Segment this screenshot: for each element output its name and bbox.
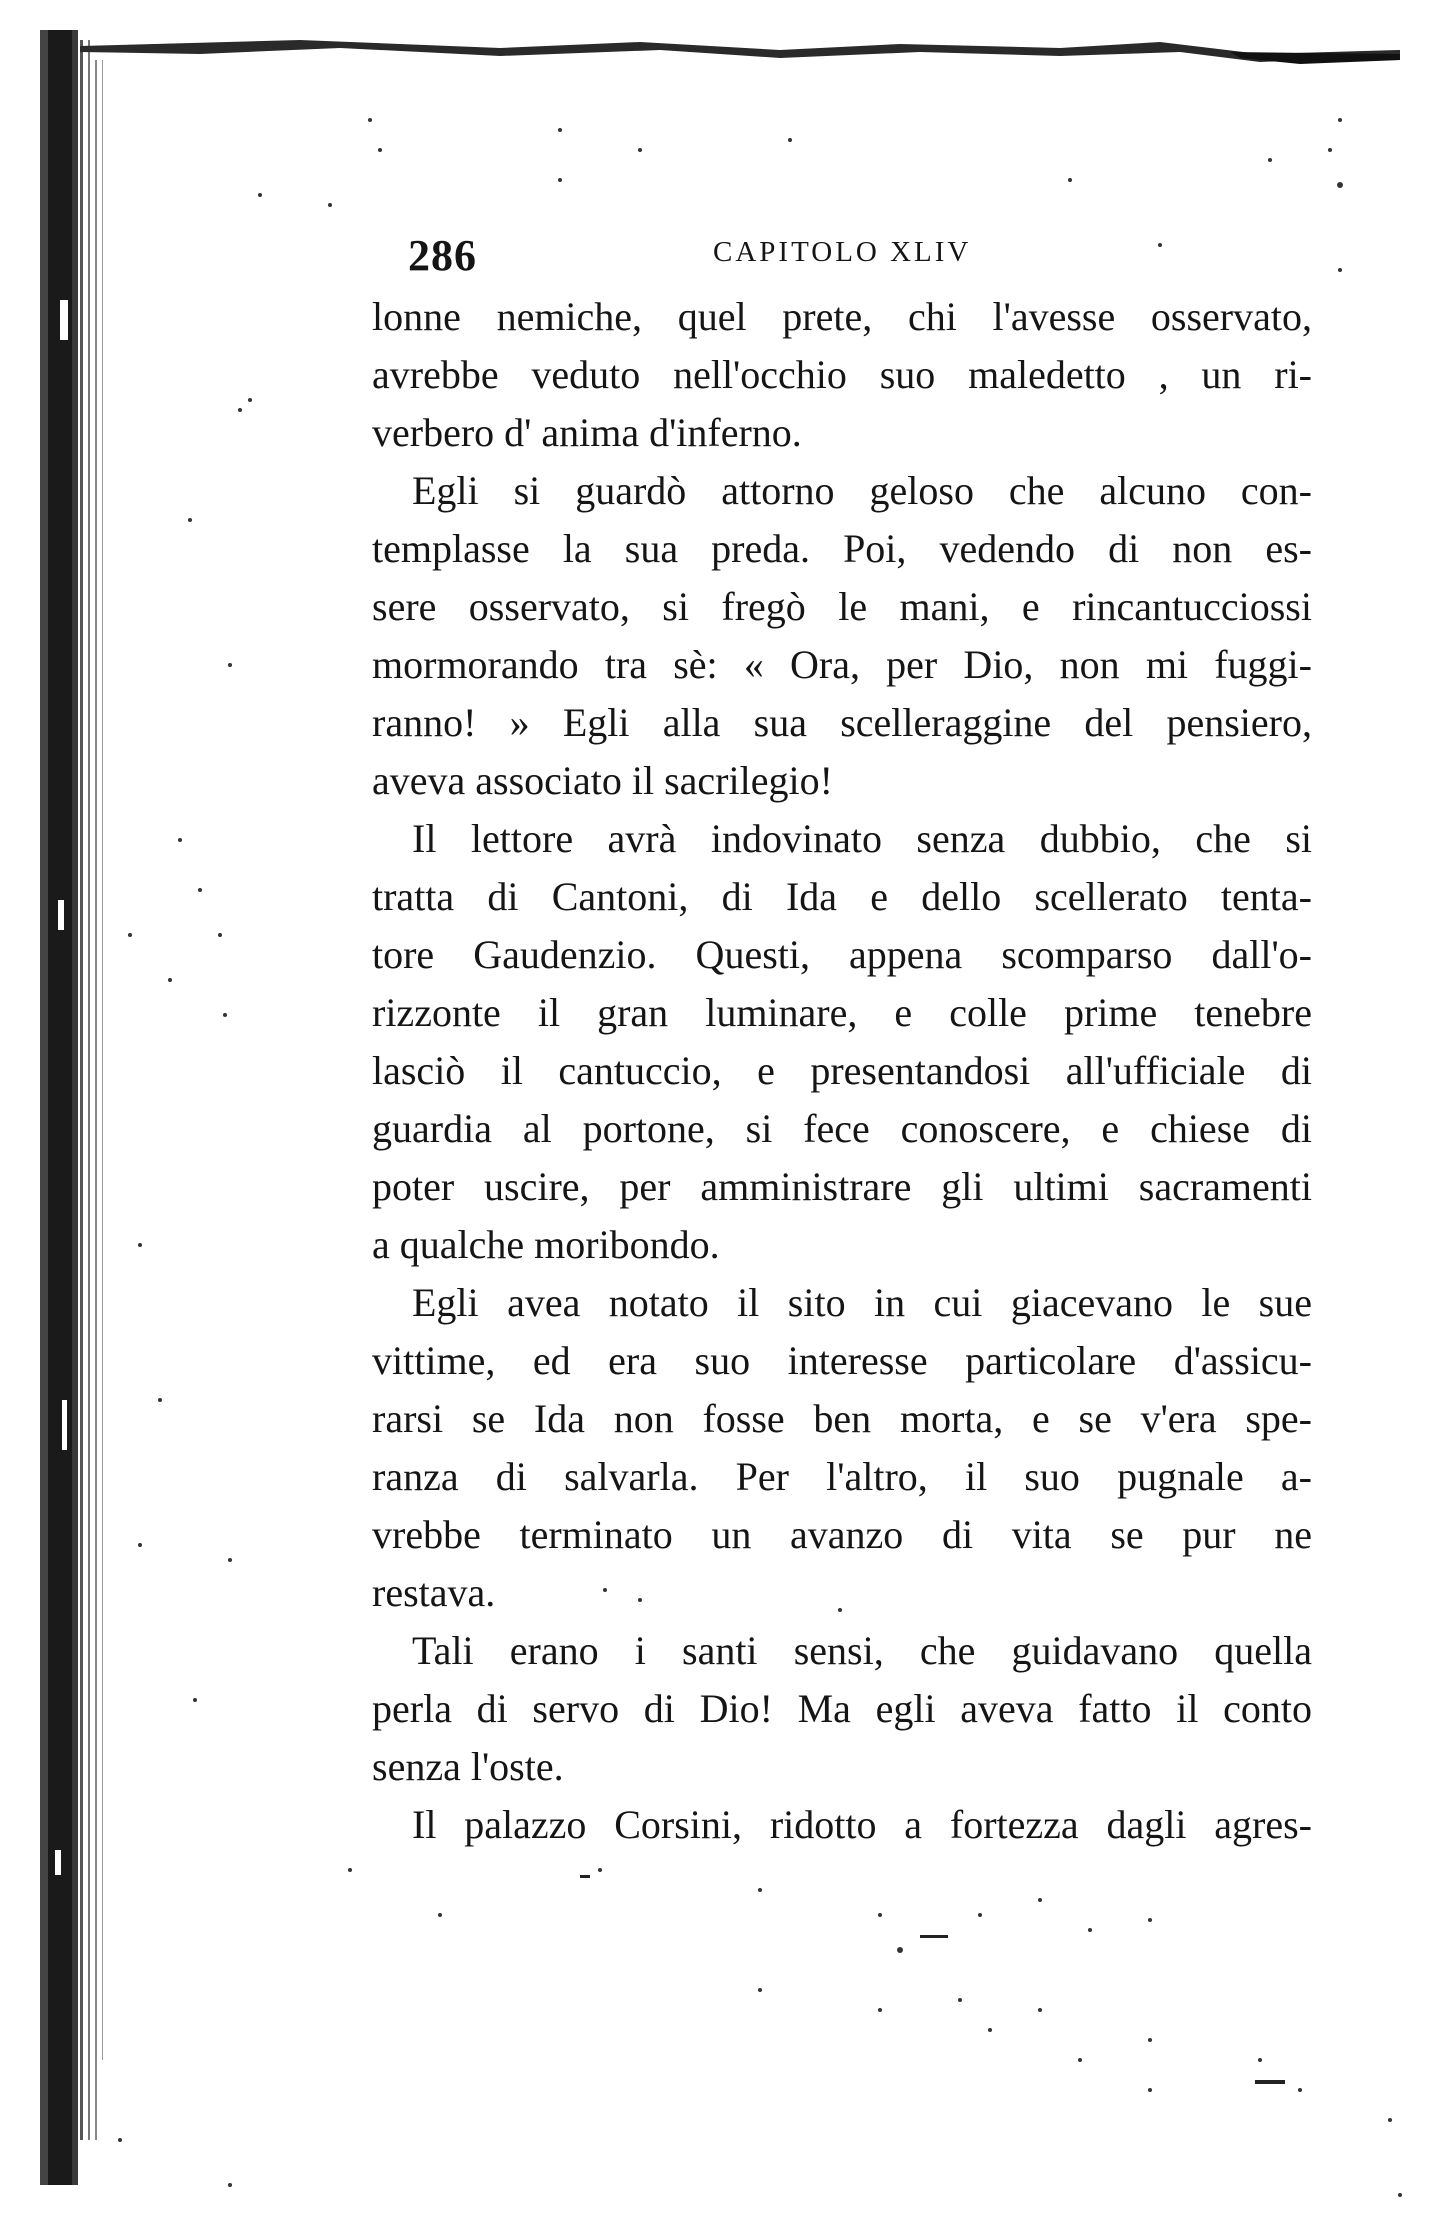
text-line: a qualche moribondo.: [372, 1222, 720, 1267]
text-line: templasse la sua preda. Poi, vedendo di non es-: [372, 526, 1312, 571]
text-line: poter uscire, per amministrare gli ultimi sacramenti: [372, 1164, 1312, 1209]
body-text: [372, 288, 1312, 1854]
running-head: [408, 222, 1068, 282]
text-line: vittime, ed era suo interesse particolare d'assicu-: [372, 1338, 1312, 1383]
text-line: rizzonte il gran luminare, e colle prime tenebre: [372, 990, 1312, 1035]
text-line: guardia al portone, si fece conoscere, e chiese di: [372, 1106, 1312, 1151]
text-line: Tali erano i santi sensi, che guidavano quella: [412, 1628, 1312, 1673]
text-line: vrebbe terminato un avanzo di vita se pur ne: [372, 1512, 1312, 1557]
text-line: Egli avea notato il sito in cui giacevano le sue: [412, 1280, 1312, 1325]
text-line: lasciò il cantuccio, e presentandosi all'ufficiale di: [372, 1048, 1312, 1093]
text-line: tore Gaudenzio. Questi, appena scomparso dall'o-: [372, 932, 1312, 977]
text-line: perla di servo di Dio! Ma egli aveva fatto il conto: [372, 1686, 1312, 1731]
text-line: tratta di Cantoni, di Ida e dello scellerato tenta-: [372, 874, 1312, 919]
text-line: sere osservato, si fregò le mani, e rincantucciossi: [372, 584, 1312, 629]
top-edge: [80, 40, 1400, 80]
text-line: rarsi se Ida non fosse ben morta, e se v'era spe-: [372, 1396, 1312, 1441]
text-line: avrebbe veduto nell'occhio suo maledetto , un ri-: [372, 352, 1312, 397]
text-line: mormorando tra sè: « Ora, per Dio, non mi fuggi-: [372, 642, 1312, 687]
text-line: ranza di salvarla. Per l'altro, il suo pugnale a-: [372, 1454, 1312, 1499]
page-number: 286: [408, 231, 477, 280]
text-line: restava.: [372, 1570, 496, 1615]
text-line: Il palazzo Corsini, ridotto a fortezza dagli agres-: [412, 1802, 1312, 1847]
text-line: lonne nemiche, quel prete, chi l'avesse osservato,: [372, 294, 1312, 339]
chapter-title: CAPITOLO XLIV: [713, 236, 972, 268]
text-line: ranno! » Egli alla sua scelleraggine del pensiero,: [372, 700, 1312, 745]
text-line: Egli si guardò attorno geloso che alcuno con-: [412, 468, 1312, 513]
text-line: verbero d' anima d'inferno.: [372, 410, 802, 455]
text-line: aveva associato il sacrilegio!: [372, 758, 833, 803]
text-line: Il lettore avrà indovinato senza dubbio, che si: [412, 816, 1312, 861]
binding-edge: [0, 0, 120, 2238]
text-line: senza l'oste.: [372, 1744, 564, 1789]
